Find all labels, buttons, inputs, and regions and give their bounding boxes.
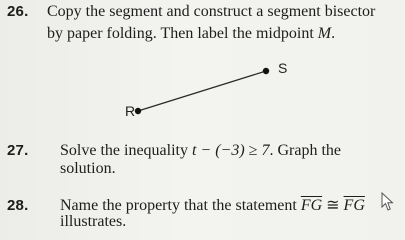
problem-27-line-2: solution. xyxy=(60,160,116,177)
segment-fg-second: $\overline{FG}$ xyxy=(343,197,365,214)
problem-27-number: 27. xyxy=(7,142,29,159)
point-r xyxy=(135,108,141,114)
problem-28-number: 28. xyxy=(7,197,29,214)
problem-26-line-2-end: . xyxy=(331,25,336,42)
problem-28-line-2: illustrates. xyxy=(60,213,127,230)
midpoint-variable: M xyxy=(317,25,332,42)
segment-rs xyxy=(138,71,266,111)
problem-26-line-1: Copy the segment and construct a segment bisector xyxy=(47,3,376,20)
problem-26-line-2 xyxy=(47,25,335,43)
point-s xyxy=(263,68,269,74)
problem-28-line-1-text: Name the property that the statement xyxy=(60,197,301,214)
point-s-label: S xyxy=(278,60,288,76)
problem-26-number: 26. xyxy=(7,3,29,20)
problem-27-line-1-end: . Graph the xyxy=(269,142,341,159)
inequality-expression: t − (−3) ≥ 7 xyxy=(191,142,270,159)
congruent-symbol: ≅ xyxy=(322,197,344,214)
point-r-label: R xyxy=(125,103,136,119)
problem-26-line-2-text: by paper folding. Then label the midpoint xyxy=(47,25,318,42)
segment-fg-first: $\overline{FG}$ xyxy=(300,197,323,214)
problem-27-line-1 xyxy=(60,142,341,160)
problem-27-line-1-text: Solve the inequality xyxy=(60,142,192,159)
mouse-pointer-icon xyxy=(381,192,395,212)
